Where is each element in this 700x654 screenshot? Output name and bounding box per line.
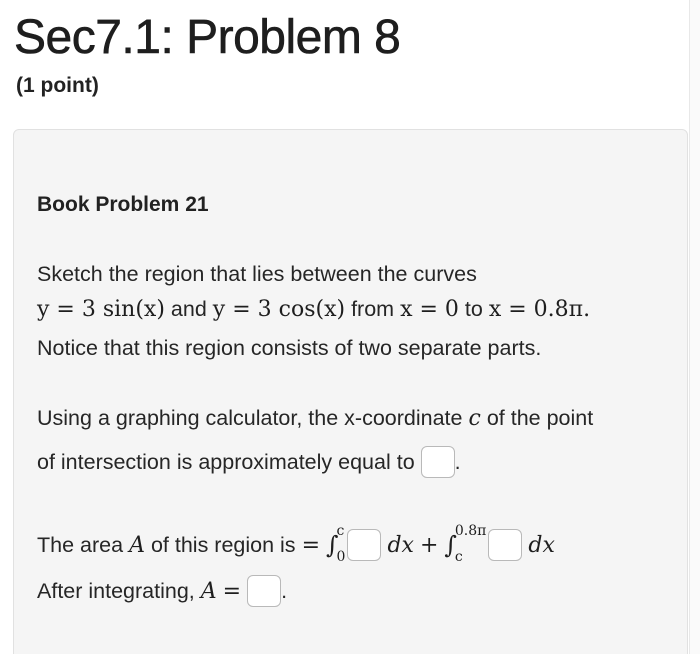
dx-label: dx xyxy=(387,532,414,558)
problem-text: of the point xyxy=(486,406,594,430)
integral-sign-icon: ∫ xyxy=(444,531,457,559)
integrand2-input[interactable] xyxy=(488,529,522,561)
curve-cos-math: y = 3 cos(x) xyxy=(212,297,346,322)
start-bound-math: x = 0 xyxy=(400,297,459,322)
problem-text: Notice that this region consists of two separate parts. xyxy=(37,336,542,360)
integrand1-input[interactable] xyxy=(347,529,381,561)
problem-text: of intersection is approximately equal to xyxy=(37,449,415,474)
equals-sign: = xyxy=(301,532,320,558)
points-label: (1 point) xyxy=(16,74,99,97)
intersection-answer-input[interactable] xyxy=(421,446,455,478)
problem-text-line xyxy=(37,336,541,361)
dx-label: dx xyxy=(528,532,555,558)
problem-text-line xyxy=(37,262,477,287)
problem-text: from xyxy=(351,297,395,321)
integral-sign-icon: ∫ xyxy=(326,531,339,559)
problem-text: After integrating, xyxy=(37,578,195,603)
problem-text: Using a graphing calculator, the x-coordinate xyxy=(37,406,463,430)
problem-text: to xyxy=(464,297,483,321)
equals-sign: = xyxy=(222,578,242,604)
end-bound-math: x = 0.8π. xyxy=(488,297,591,322)
plus-sign: + xyxy=(419,532,439,558)
scrollbar[interactable] xyxy=(689,0,700,654)
problem-text-line xyxy=(37,446,461,478)
period-text: . xyxy=(281,578,288,603)
problem-text: of this region is xyxy=(150,532,296,557)
problem-heading: Book Problem 21 xyxy=(37,193,209,216)
problem-text: Sketch the region that lies between the curves xyxy=(37,262,477,286)
variable-c: c xyxy=(468,406,481,431)
problem-text-line xyxy=(37,297,590,322)
variable-a: A xyxy=(129,532,145,558)
problem-text: The area xyxy=(37,532,124,557)
integral1-lower-limit: 0 xyxy=(336,549,346,565)
area-answer-input[interactable] xyxy=(247,575,281,607)
problem-text-line xyxy=(37,406,593,431)
integral1-upper-limit: c xyxy=(336,523,345,539)
integral2-lower-limit: c xyxy=(454,549,463,565)
problem-text: and xyxy=(170,297,207,321)
curve-sin-math: y = 3 sin(x) xyxy=(37,297,165,322)
variable-a: A xyxy=(200,578,217,604)
period-text: . xyxy=(454,449,461,474)
page-title: Sec7.1: Problem 8 xyxy=(14,11,401,64)
integral2-upper-limit: 0.8π xyxy=(454,523,487,539)
problem-text-line xyxy=(37,575,287,607)
problem-text-line xyxy=(37,523,555,565)
